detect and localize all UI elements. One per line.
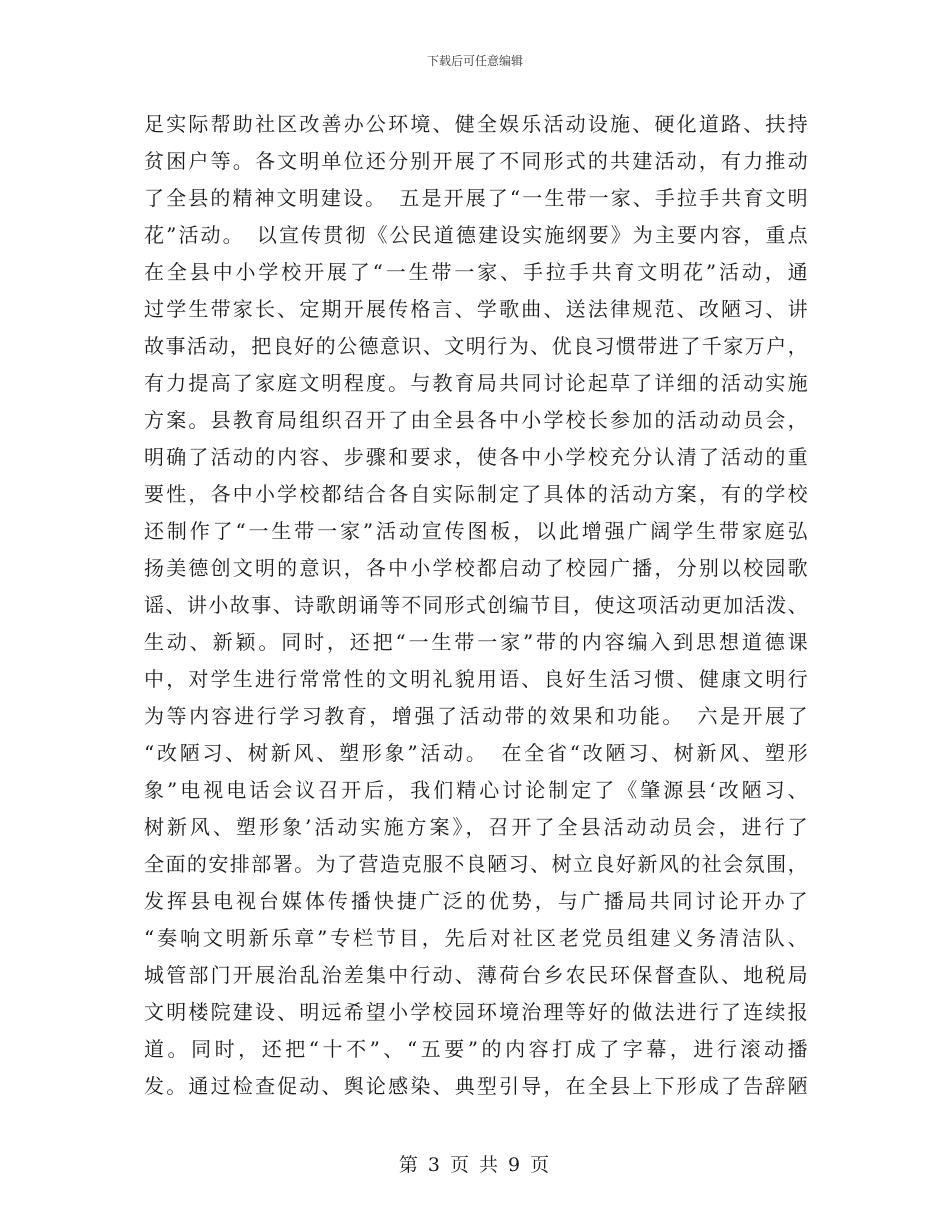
text-line: 道。同时，还把“十不”、“五要”的内容打成了字幕，进行滚动播 bbox=[144, 1037, 808, 1061]
text-line: 有力提高了家庭文明程度。与教育局共同讨论起草了详细的活动实施 bbox=[144, 371, 808, 395]
text-line: 要性，各中小学校都结合各自实际制定了具体的活动方案，有的学校 bbox=[144, 482, 808, 506]
text-line: 发。通过检查促动、舆论感染、典型引导，在全县上下形成了告辞陋 bbox=[144, 1074, 808, 1098]
text-line: 故事活动，把良好的公德意识、文明行为、优良习惯带进了千家万户， bbox=[144, 334, 808, 358]
text-line: “改陋习、树新风、塑形象”活动。 在全省“改陋习、树新风、塑形 bbox=[144, 741, 808, 765]
text-line: 花”活动。 以宣传贯彻《公民道德建设实施纲要》为主要内容，重点 bbox=[144, 223, 808, 247]
text-line: 了全县的精神文明建设。 五是开展了“一生带一家、手拉手共育文明 bbox=[144, 186, 808, 210]
text-line: “奏响文明新乐章”专栏节目，先后对社区老党员组建义务清洁队、 bbox=[144, 926, 808, 950]
text-line: 生动、新颖。同时，还把“一生带一家”带的内容编入到思想道德课 bbox=[144, 630, 808, 654]
text-line: 扬美德创文明的意识，各中小学校都启动了校园广播，分别以校园歌 bbox=[144, 556, 808, 580]
text-line: 为等内容进行学习教育，增强了活动带的效果和功能。 六是开展了 bbox=[144, 704, 808, 728]
text-line: 谣、讲小故事、诗歌朗诵等不同形式创编节目，使这项活动更加活泼、 bbox=[144, 593, 808, 617]
text-line: 文明楼院建设、明远希望小学校园环境治理等好的做法进行了连续报 bbox=[144, 1000, 808, 1024]
text-line: 发挥县电视台媒体传播快捷广泛的优势，与广播局共同讨论开办了 bbox=[144, 889, 808, 913]
text-line: 明确了活动的内容、步骤和要求，使各中小学校充分认清了活动的重 bbox=[144, 445, 808, 469]
text-line: 贫困户等。各文明单位还分别开展了不同形式的共建活动，有力推动 bbox=[144, 149, 808, 173]
text-line: 全面的安排部署。为了营造克服不良陋习、树立良好新风的社会氛围， bbox=[144, 852, 808, 876]
page-number: 第 3 页 共 9 页 bbox=[398, 1154, 552, 1176]
text-line: 足实际帮助社区改善办公环境、健全娱乐活动设施、硬化道路、扶持 bbox=[144, 112, 808, 136]
text-line: 树新风、塑形象’活动实施方案》，召开了全县活动动员会，进行了 bbox=[144, 815, 808, 839]
page-header-note: 下载后可任意编辑 bbox=[426, 54, 523, 68]
text-line: 过学生带家长、定期开展传格言、学歌曲、送法律规范、改陋习、讲 bbox=[144, 297, 808, 321]
text-line: 中，对学生进行常常性的文明礼貌用语、良好生活习惯、健康文明行 bbox=[144, 667, 808, 691]
document-body bbox=[144, 106, 808, 1105]
text-line: 象”电视电话会议召开后，我们精心讨论制定了《肇源县‘改陋习、 bbox=[144, 778, 808, 802]
text-line: 方案。县教育局组织召开了由全县各中小学校长参加的活动动员会， bbox=[144, 408, 808, 432]
text-line: 还制作了“一生带一家”活动宣传图板，以此增强广阔学生带家庭弘 bbox=[144, 519, 808, 543]
text-line: 城管部门开展治乱治差集中行动、薄荷台乡农民环保督查队、地税局 bbox=[144, 963, 808, 987]
text-line: 在全县中小学校开展了“一生带一家、手拉手共育文明花”活动，通 bbox=[144, 260, 808, 284]
